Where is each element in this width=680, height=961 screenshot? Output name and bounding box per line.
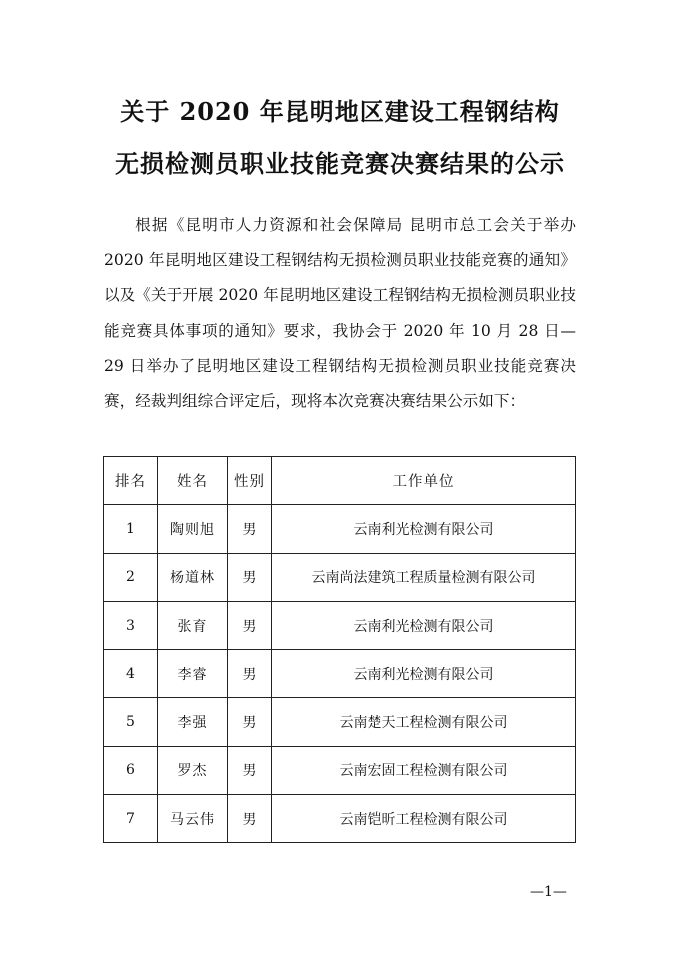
name-cell: 陶则旭 — [158, 505, 228, 553]
table-row — [104, 795, 576, 843]
body-paragraph — [104, 208, 576, 419]
gender-cell: 男 — [228, 505, 272, 553]
rank-cell: 7 — [104, 795, 158, 843]
name-cell: 李强 — [158, 698, 228, 746]
rank-cell: 6 — [104, 746, 158, 794]
work-unit-cell: 云南楚天工程检测有限公司 — [272, 698, 576, 746]
page-number: —1— — [530, 884, 567, 900]
name-cell: 李睿 — [158, 650, 228, 698]
rank-cell: 5 — [104, 698, 158, 746]
gender-cell: 男 — [228, 650, 272, 698]
name-cell: 杨道林 — [158, 553, 228, 601]
work-unit-cell: 云南利光检测有限公司 — [272, 505, 576, 553]
work-unit-cell: 云南尚法建筑工程质量检测有限公司 — [272, 553, 576, 601]
header-rank: 排名 — [104, 457, 158, 505]
name-cell: 张育 — [158, 601, 228, 649]
table-row — [104, 505, 576, 553]
document-title-line-2: 无损检测员职业技能竞赛决赛结果的公示 — [115, 149, 565, 178]
work-unit-cell: 云南利光检测有限公司 — [272, 601, 576, 649]
name-cell: 马云伟 — [158, 795, 228, 843]
results-table — [103, 456, 576, 843]
gender-cell: 男 — [228, 746, 272, 794]
table-header-row — [104, 457, 576, 505]
header-gender: 性别 — [228, 457, 272, 505]
work-unit-cell: 云南宏固工程检测有限公司 — [272, 746, 576, 794]
rank-cell: 2 — [104, 553, 158, 601]
rank-cell: 1 — [104, 505, 158, 553]
table-row — [104, 698, 576, 746]
header-work-unit: 工作单位 — [272, 457, 576, 505]
table-row — [104, 601, 576, 649]
gender-cell: 男 — [228, 553, 272, 601]
rank-cell: 3 — [104, 601, 158, 649]
table-row — [104, 650, 576, 698]
rank-cell: 4 — [104, 650, 158, 698]
gender-cell: 男 — [228, 601, 272, 649]
header-name: 姓名 — [158, 457, 228, 505]
table-row — [104, 746, 576, 794]
gender-cell: 男 — [228, 795, 272, 843]
name-cell: 罗杰 — [158, 746, 228, 794]
gender-cell: 男 — [228, 698, 272, 746]
table-row — [104, 553, 576, 601]
body-paragraph-text: 根据《昆明市人力资源和社会保障局 昆明市总工会关于举办 2020 年昆明地区建设工程钢结构无损检测员职业技能竞赛的通知》以及《关于开展 2020 年昆明地区建设工程钢结构无损检测员职业技能竞赛具体事项的通知》要求，我协会于 2020 年 10 月 28 日—29 日举办了昆明地区建设工程钢结构无损检测员职业技能竞赛决赛，经裁判组综合评定后，现将本次竞赛决赛结果公示如下： — [104, 216, 576, 411]
work-unit-cell: 云南利光检测有限公司 — [272, 650, 576, 698]
document-title-line-1: 关于 2020 年昆明地区建设工程钢结构 — [120, 97, 560, 126]
work-unit-cell: 云南铠昕工程检测有限公司 — [272, 795, 576, 843]
